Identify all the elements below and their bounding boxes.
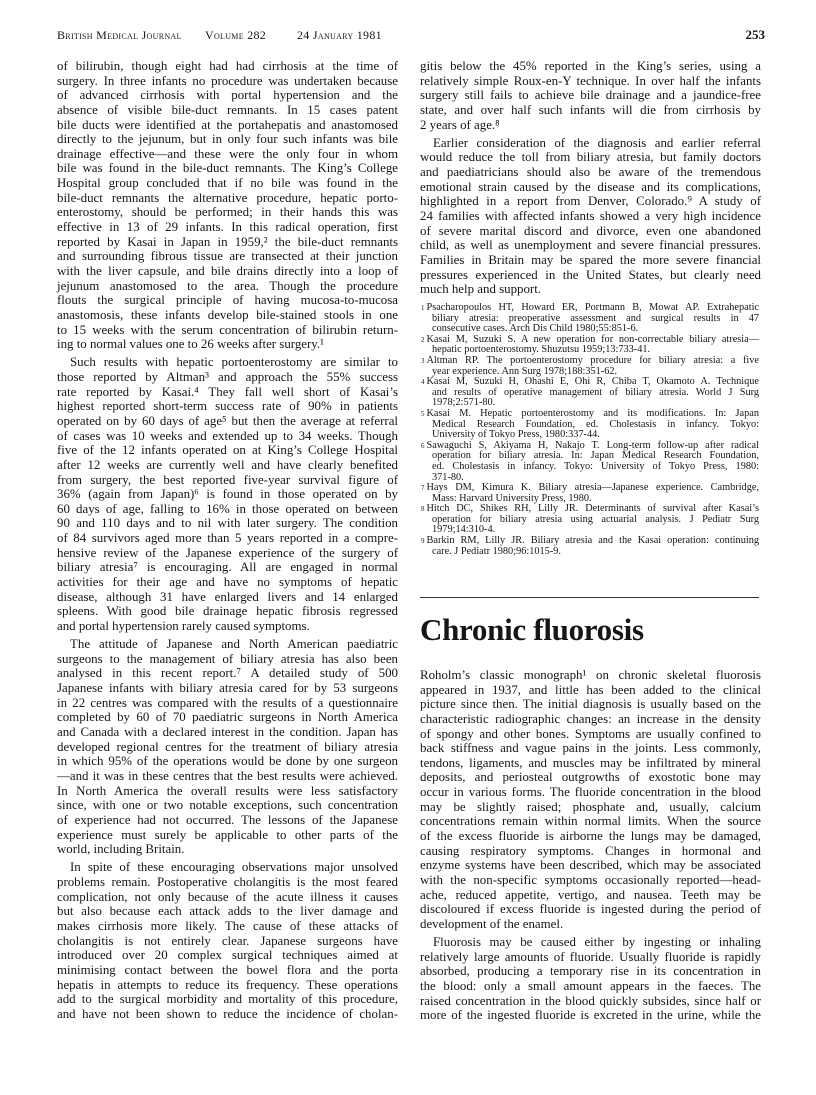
reference-text: Hays DM, Kimura K. Biliary atresia—Japanese experience. Cambridge, bbox=[426, 482, 759, 494]
reference-item bbox=[421, 504, 759, 536]
text-line: surgery still fails to achieve bile drainage and a jaundice-free bbox=[420, 88, 761, 103]
text-line: Families in Britain may be spared the more severe financial bbox=[420, 252, 761, 267]
text-line: makes cirrhosis more likely. The cause of these attacks of bbox=[57, 918, 398, 933]
reference-text: Medical Research Foundation, ed. Cholestasis in infancy. Tokyo: bbox=[432, 418, 759, 430]
reference-text: Hitch DC, Shikes RH, Lilly JR. Determinants of survival after Kasai’s bbox=[426, 503, 759, 515]
reference-text: year experience. Ann Surg 1978;188:351-62. bbox=[432, 365, 618, 377]
page-number: 253 bbox=[745, 27, 765, 42]
text-line: In North America the overall results were less satisfactory bbox=[57, 783, 398, 798]
text-line: Earlier consideration of the diagnosis and earlier referral bbox=[433, 135, 761, 150]
text-line: surgery. In three infants no procedure was undertaken because bbox=[57, 73, 398, 88]
text-line: 90 and 110 days and to nil with later surgery. The condition bbox=[57, 516, 398, 531]
reference-number: 6 bbox=[421, 441, 425, 450]
reference-item bbox=[421, 356, 759, 377]
text-line: would reduce the toll from biliary atresia, but family doctors bbox=[420, 150, 761, 165]
text-line: those reported by Altman³ and approach the 55% success bbox=[57, 370, 398, 385]
text-line: problems remain. Postoperative cholangitis is the most feared bbox=[57, 875, 398, 890]
reference-number: 4 bbox=[421, 378, 425, 387]
text-line: developed regional centres for the treatment of biliary atresia bbox=[57, 739, 398, 754]
paragraph bbox=[420, 935, 761, 1023]
reference-text: biliary atresia: preoperative assessment and surgical results in 47 bbox=[432, 312, 759, 324]
reference-text: Kasai M. Hepatic portoenterostomy and its modifications. In: Japan bbox=[426, 407, 759, 419]
text-line: hepatis in attempts to reduce its frequency. These operations bbox=[57, 977, 398, 992]
text-line: in which 95% of the operations would be done by one surgeon bbox=[57, 754, 398, 769]
text-line: after 12 weeks are currently well and have clearly benefited bbox=[57, 457, 398, 472]
reference-item bbox=[421, 303, 759, 335]
text-line: Roholm’s classic monograph¹ on chronic skeletal fluorosis bbox=[420, 668, 761, 682]
text-line: of the excess fluoride is airborne the lungs may be damaged, bbox=[420, 829, 761, 844]
text-line: directly to the jejunum, but in only four such infants was bile bbox=[57, 132, 398, 147]
reference-line bbox=[421, 547, 759, 558]
reference-number: 2 bbox=[421, 335, 425, 344]
paragraph bbox=[57, 59, 398, 352]
reference-text: Mass: Harvard University Press, 1980. bbox=[432, 492, 592, 504]
reference-text: ed. Cholestasis in infancy. Tokyo: University of Tokyo Press, 1980: bbox=[432, 460, 759, 472]
text-line: analysed in this recent report.⁷ A detailed study of 500 bbox=[57, 666, 398, 681]
reference-text: Altman RP. The portoenterostomy procedure for biliary atresia: a five bbox=[426, 354, 759, 366]
text-line: five of the 12 infants operated on at King’s College Hospital bbox=[57, 443, 398, 458]
text-line: highlighted in a report from Denver, Colorado.⁹ A study of bbox=[420, 194, 761, 209]
text-line: more of the ingested fluoride is excreted in the urine, while the bbox=[420, 1008, 761, 1023]
text-line: —and it was in these centres that the best results were achieved. bbox=[57, 768, 398, 783]
reference-number: 9 bbox=[421, 537, 425, 546]
reference-item bbox=[421, 483, 759, 504]
text-line: introduced over 20 complex surgical techniques aimed at bbox=[57, 948, 398, 963]
text-line: Japanese infants with biliary atresia cared for by 53 surgeons bbox=[57, 681, 398, 696]
text-line: raised concentration in the blood quickly subsides, since half or bbox=[420, 993, 761, 1008]
text-line: rate reported by Kasai.⁴ They fall well short of Kasai’s bbox=[57, 384, 398, 399]
text-line: tendons, ligaments, and muscles may be infiltrated by mineral bbox=[420, 755, 761, 770]
paragraph bbox=[420, 59, 761, 132]
text-line: of 84 survivors aged more than 5 years reported in a compre- bbox=[57, 531, 398, 546]
text-line: bile ducts were identified at the portahepatis and anastomosed bbox=[57, 117, 398, 132]
text-line: biliary atresia⁷ is encouraging. All are engaged in normal bbox=[57, 560, 398, 575]
text-line: world, including Britain. bbox=[57, 842, 185, 857]
text-line: operated on by 60 days of age⁵ but then the average at referral bbox=[57, 413, 398, 428]
text-line: enzyme systems have been described, which may be associated bbox=[420, 858, 761, 873]
reference-text: Barkin RM, Lilly JR. Biliary atresia and the Kasai operation: continuing bbox=[426, 535, 759, 547]
reference-item bbox=[421, 409, 759, 441]
text-line: effective in 13 of 29 infants. In this radical operation, first bbox=[57, 220, 398, 235]
text-line: bile-duct remnants the alternative procedure, hepatic porto- bbox=[57, 190, 398, 205]
text-line: discoloured if excess fluoride is ingested during the period of bbox=[420, 902, 761, 917]
text-line: ache, reduced appetite, vertigo, and nausea. Teeth may be bbox=[420, 887, 761, 902]
reference-text: Kasai M, Suzuki S. A new operation for non-correctable biliary atresia— bbox=[426, 333, 759, 345]
paragraph bbox=[57, 637, 398, 857]
text-line: of experience had not occurred. The lessons of the Japanese bbox=[57, 812, 398, 827]
text-line: causing respiratory symptoms. Changes in hormonal and bbox=[420, 843, 761, 858]
text-line: and paediatricians should also be aware of the tremendous bbox=[420, 165, 761, 180]
text-line: the blood: only a small amount appears in the faeces. The bbox=[420, 979, 761, 994]
paragraph bbox=[420, 668, 761, 932]
text-line: cholangitis is not entirely clear. Japanese surgeons have bbox=[57, 933, 398, 948]
text-line: surgeons to the management of biliary atresia has also been bbox=[57, 651, 398, 666]
text-line: Such results with hepatic portoenterostomy are similar to bbox=[70, 355, 398, 370]
text-line: anastomosis, these infants develop bile-stained stools in one bbox=[57, 307, 398, 322]
reference-line bbox=[421, 462, 759, 473]
text-line: with the non-specific symptoms occasionally reported—head- bbox=[420, 872, 761, 887]
text-line: child, as well as unemployment and severe financial pressures. bbox=[420, 238, 761, 253]
text-line: back stiffness and vague pains in the joints. Less commonly, bbox=[420, 741, 761, 756]
paragraph bbox=[57, 355, 398, 633]
text-line: add to the surgical morbidity and mortality of this procedure, bbox=[57, 992, 398, 1007]
text-line: hensive review of the Japanese experience of the surgery of bbox=[57, 545, 398, 560]
text-line: of spongy and other bones. Symptoms are usually confined to bbox=[420, 726, 761, 741]
text-line: absorbed, producing a temporary rise in its concentration in bbox=[420, 964, 761, 979]
fluorosis-body bbox=[420, 668, 761, 1027]
text-line: but also because each attack adds to the liver damage and bbox=[57, 904, 398, 919]
text-line: characteristic radiographic changes: an increase in the density bbox=[420, 711, 761, 726]
text-line: of advanced cirrhosis with portal hypertension and the bbox=[57, 88, 398, 103]
text-line: appeared in 1937, and little has been added to the clinical bbox=[420, 682, 761, 697]
text-line: and surrounding fibrous tissue are transected at their junction bbox=[57, 249, 398, 264]
text-line: Hospital group concluded that if no bile was found in the bbox=[57, 176, 398, 191]
text-line: and Canada with a declared interest in the condition. Japan has bbox=[57, 725, 398, 740]
text-line: activities for their age and have no symptoms of hepatic bbox=[57, 575, 398, 590]
reference-number: 3 bbox=[421, 356, 425, 365]
text-line: jejunum anastomosed to the area. Though the procedure bbox=[57, 278, 398, 293]
text-line: 60 days of age, falling to 16% in those operated on between bbox=[57, 501, 398, 516]
reference-text: 371-80. bbox=[432, 471, 464, 483]
text-line: spleens. With good bile drainage hepatic fibrosis regressed bbox=[57, 604, 398, 619]
text-line: 2 years of age.⁸ bbox=[420, 117, 500, 132]
text-line: enterostomy, should be performed; in their hands this was bbox=[57, 205, 398, 220]
reference-text: Sawaguchi S, Akiyama H, Nakajo T. Long-term follow-up after radical bbox=[426, 439, 759, 451]
text-line: pressures experienced in the United States, but clearly need bbox=[420, 267, 761, 282]
text-line: completed by 60 of 70 paediatric surgeons in North America bbox=[57, 710, 398, 725]
reference-text: consecutive cases. Arch Dis Child 1980;55:851-6. bbox=[432, 323, 639, 335]
reference-number: 5 bbox=[421, 409, 425, 418]
reference-item bbox=[421, 335, 759, 356]
text-line: reported by Kasai in Japan in 1959,² the bile-duct remnants bbox=[57, 234, 398, 249]
text-line: from surgery, the best reported five-year survival figure of bbox=[57, 472, 398, 487]
references-list bbox=[421, 303, 759, 557]
text-line: flouts the surgical principle of having mucosa-to-mucosa bbox=[57, 293, 398, 308]
text-line: drainage effective—and these were the only four in whom bbox=[57, 146, 398, 161]
text-line: may be slightly raised; phosphate and, usually, calcium bbox=[420, 799, 761, 814]
text-line: to 15 weeks with the serum concentration of bilirubin return- bbox=[57, 322, 398, 337]
text-line: The attitude of Japanese and North American paediatric bbox=[70, 637, 398, 652]
text-line: of cases was 10 weeks and extended up to 34 weeks. Though bbox=[57, 428, 398, 443]
left-column-article bbox=[57, 59, 398, 1025]
journal-name: British Medical Journal bbox=[57, 28, 182, 42]
reference-item bbox=[421, 441, 759, 483]
text-line: absence of visible bile-duct remnants. In 15 cases patent bbox=[57, 102, 398, 117]
text-line: deposits, and periosteal outgrowths of exostotic bone may bbox=[420, 770, 761, 785]
text-line: with the liver capsule, and bile drains directly into a loop of bbox=[57, 263, 398, 278]
reference-number: 8 bbox=[421, 505, 425, 514]
text-line: experience must surely be applicable to other parts of the bbox=[57, 827, 398, 842]
text-line: complication, not only because of the acute illness it causes bbox=[57, 889, 398, 904]
text-line: and have not been shown to reduce the incidence of cholan- bbox=[57, 1006, 398, 1021]
text-line: state, and over half such infants will die from cirrhosis by bbox=[420, 102, 761, 117]
text-line: concentrations remain within normal limits. When the source bbox=[420, 814, 761, 829]
text-line: 36% (again from Japan)⁶ is found in those operated on by bbox=[57, 487, 398, 502]
text-line: development of the enamel. bbox=[420, 916, 564, 931]
text-line: highest reported short-term success rate of 90% in patients bbox=[57, 399, 398, 414]
text-line: emotional strain caused by the disease and its complications, bbox=[420, 179, 761, 194]
text-line: of bilirubin, though eight had had cirrhosis at the time of bbox=[57, 59, 398, 73]
text-line: much help and support. bbox=[420, 282, 542, 297]
reference-text: 1978;2:571-80. bbox=[432, 397, 496, 409]
text-line: relatively simple Roux-en-Y technique. In over half the infants bbox=[420, 73, 761, 88]
volume: Volume 282 bbox=[205, 28, 267, 42]
reference-number: 1 bbox=[421, 304, 425, 312]
reference-text: operation for biliary atresia using actuarial analysis. J Pediatr Surg bbox=[432, 513, 759, 525]
reference-text: 1979;14:310-4. bbox=[432, 524, 496, 536]
text-line: Fluorosis may be caused either by ingesting or inhaling bbox=[433, 935, 761, 950]
paragraph bbox=[420, 136, 761, 297]
section-divider bbox=[420, 597, 759, 598]
text-line: In spite of these encouraging observations major unsolved bbox=[70, 860, 398, 875]
paragraph bbox=[57, 860, 398, 1021]
reference-text: Kasai M, Suzuki H, Ohashi E, Ohi R, Chiba T, Okamoto A. Technique bbox=[426, 376, 759, 388]
text-line: since, with one or two notable exceptions, such concentration bbox=[57, 798, 398, 813]
text-line: relatively large amounts of fluoride. Usually fluoride is rapidly bbox=[420, 949, 761, 964]
text-line: picture since then. The initial diagnosis is usually based on the bbox=[420, 697, 761, 712]
reference-text: hepatic portoenterostomy. Shuzutsu 1959;13:733-41. bbox=[432, 344, 651, 356]
reference-text: and results of operative management of biliary atresia. World J Surg bbox=[432, 386, 759, 398]
reference-text: operation for biliary atresia. In: Japan Medical Research Foundation, bbox=[432, 450, 759, 462]
text-line: occur in various forms. The fluoride concentration in the blood bbox=[420, 785, 761, 800]
reference-number: 7 bbox=[421, 484, 425, 493]
reference-text: Psacharopoulos HT, Howard ER, Portmann B, Mowat AP. Extrahepatic bbox=[426, 302, 759, 313]
right-column-article bbox=[420, 59, 761, 300]
reference-item bbox=[421, 377, 759, 409]
text-line: ing to normal values one to 26 weeks after surgery.¹ bbox=[57, 337, 324, 352]
text-line: disease, although 31 have enlarged livers and 14 enlarged bbox=[57, 589, 398, 604]
text-line: 24 families with affected infants showed a very high incidence bbox=[420, 209, 761, 223]
reference-text: care. J Pediatr 1980;96:1015-9. bbox=[432, 545, 561, 557]
text-line: gitis below the 45% reported in the King’s series, using a bbox=[420, 59, 761, 73]
text-line: in 22 centres was compared with the results of a questionnaire bbox=[57, 695, 398, 710]
reference-item bbox=[421, 536, 759, 557]
text-line: and portal hypertension rarely caused symptoms. bbox=[57, 618, 310, 633]
text-line: minimising contact between the bowel flora and the porta bbox=[57, 962, 398, 977]
text-line: of severe marital discord and divorce, even one abandoned bbox=[420, 223, 761, 238]
text-line: bile was found in the bile-duct remnants. The King’s College bbox=[57, 161, 398, 176]
issue-date: 24 January 1981 bbox=[297, 28, 382, 42]
reference-text: University of Tokyo Press, 1980:337-44. bbox=[432, 429, 600, 441]
article-title-chronic-fluorosis: Chronic fluorosis bbox=[420, 612, 644, 647]
